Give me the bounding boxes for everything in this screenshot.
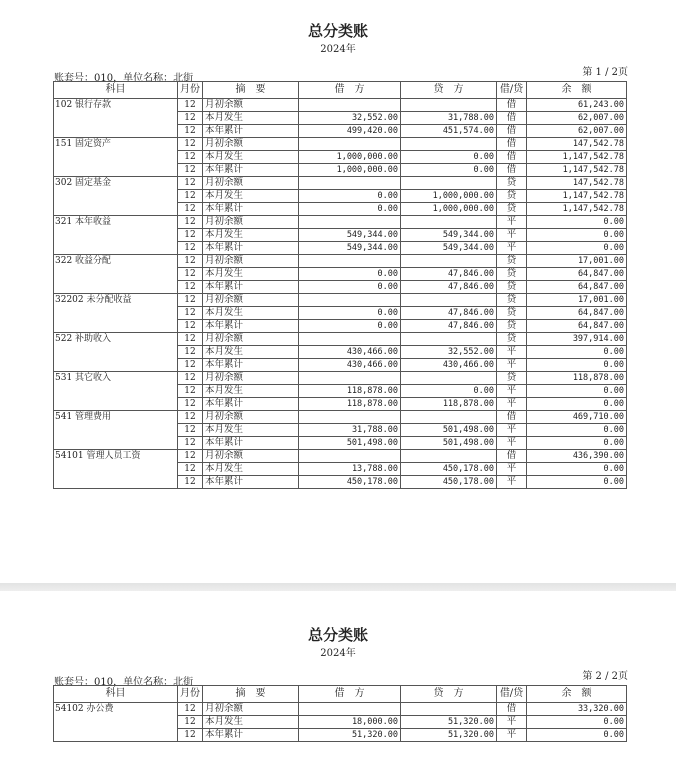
page-number: 第 2 / 2页: [582, 671, 628, 682]
balance-cell: 0.00: [527, 385, 627, 398]
direction-cell: 贷: [497, 255, 527, 268]
balance-cell: 64,847.00: [527, 268, 627, 281]
summary-cell: 月初余额: [203, 411, 299, 424]
direction-cell: 借: [497, 703, 527, 716]
direction-cell: 贷: [497, 203, 527, 216]
month-cell: 12: [178, 138, 203, 151]
page-year: 2024年: [320, 648, 356, 659]
balance-cell: 0.00: [527, 346, 627, 359]
balance-cell: 436,390.00: [527, 450, 627, 463]
credit-cell: [401, 216, 497, 229]
account-subject: 54102 办公费: [54, 703, 178, 742]
header-credit: 贷 方: [401, 82, 497, 99]
summary-cell: 本年累计: [203, 729, 299, 742]
month-cell: 12: [178, 125, 203, 138]
summary-cell: 本月发生: [203, 190, 299, 203]
debit-cell: 13,788.00: [299, 463, 401, 476]
table-row: [54, 294, 627, 307]
debit-cell: 0.00: [299, 268, 401, 281]
credit-cell: [401, 99, 497, 112]
summary-cell: 本月发生: [203, 716, 299, 729]
direction-cell: 借: [497, 112, 527, 125]
month-cell: 12: [178, 385, 203, 398]
balance-cell: 0.00: [527, 476, 627, 489]
debit-cell: 118,878.00: [299, 398, 401, 411]
direction-cell: 借: [497, 450, 527, 463]
summary-cell: 本月发生: [203, 424, 299, 437]
credit-cell: 51,320.00: [401, 716, 497, 729]
debit-cell: 0.00: [299, 203, 401, 216]
summary-cell: 月初余额: [203, 177, 299, 190]
balance-cell: 1,147,542.78: [527, 164, 627, 177]
header-month: 月份: [178, 686, 203, 703]
direction-cell: 平: [497, 359, 527, 372]
month-cell: 12: [178, 294, 203, 307]
month-cell: 12: [178, 703, 203, 716]
balance-cell: 147,542.78: [527, 138, 627, 151]
credit-cell: 450,178.00: [401, 476, 497, 489]
month-cell: 12: [178, 99, 203, 112]
debit-cell: 0.00: [299, 281, 401, 294]
month-cell: 12: [178, 229, 203, 242]
balance-cell: 0.00: [527, 424, 627, 437]
month-cell: 12: [178, 151, 203, 164]
month-cell: 12: [178, 281, 203, 294]
summary-cell: 本年累计: [203, 437, 299, 450]
month-cell: 12: [178, 411, 203, 424]
balance-cell: 469,710.00: [527, 411, 627, 424]
credit-cell: 451,574.00: [401, 125, 497, 138]
account-subject: 522 补助收入: [54, 333, 178, 372]
balance-cell: 1,147,542.78: [527, 203, 627, 216]
account-subject: 321 本年收益: [54, 216, 178, 255]
summary-cell: 月初余额: [203, 255, 299, 268]
month-cell: 12: [178, 255, 203, 268]
summary-cell: 本月发生: [203, 112, 299, 125]
summary-cell: 本年累计: [203, 242, 299, 255]
credit-cell: 51,320.00: [401, 729, 497, 742]
direction-cell: 贷: [497, 281, 527, 294]
direction-cell: 借: [497, 151, 527, 164]
balance-cell: 0.00: [527, 463, 627, 476]
debit-cell: [299, 411, 401, 424]
credit-cell: 501,498.00: [401, 424, 497, 437]
direction-cell: 贷: [497, 307, 527, 320]
summary-cell: 月初余额: [203, 99, 299, 112]
balance-cell: 0.00: [527, 729, 627, 742]
direction-cell: 贷: [497, 333, 527, 346]
table-row: [54, 177, 627, 190]
credit-cell: [401, 294, 497, 307]
credit-cell: 549,344.00: [401, 229, 497, 242]
credit-cell: 47,846.00: [401, 281, 497, 294]
credit-cell: 31,788.00: [401, 112, 497, 125]
header-balance: 余 额: [527, 82, 627, 99]
header-direction: 借/贷: [497, 82, 527, 99]
summary-cell: 本年累计: [203, 320, 299, 333]
table-row: [54, 99, 627, 112]
account-info: 账套号：010，单位名称：北街: [54, 677, 194, 688]
credit-cell: 450,178.00: [401, 463, 497, 476]
debit-cell: [299, 703, 401, 716]
credit-cell: [401, 333, 497, 346]
balance-cell: 61,243.00: [527, 99, 627, 112]
direction-cell: 借: [497, 138, 527, 151]
summary-cell: 本月发生: [203, 346, 299, 359]
direction-cell: 平: [497, 398, 527, 411]
table-row: [54, 138, 627, 151]
account-subject: 54101 管理人员工资: [54, 450, 178, 489]
balance-cell: 0.00: [527, 242, 627, 255]
account-subject: 151 固定资产: [54, 138, 178, 177]
balance-cell: 33,320.00: [527, 703, 627, 716]
balance-cell: 62,007.00: [527, 112, 627, 125]
summary-cell: 本年累计: [203, 476, 299, 489]
table-row: [54, 216, 627, 229]
direction-cell: 贷: [497, 294, 527, 307]
summary-cell: 本年累计: [203, 398, 299, 411]
direction-cell: 借: [497, 164, 527, 177]
debit-cell: 0.00: [299, 190, 401, 203]
month-cell: 12: [178, 164, 203, 177]
page-separator: [0, 583, 676, 591]
month-cell: 12: [178, 203, 203, 216]
debit-cell: [299, 372, 401, 385]
direction-cell: 借: [497, 125, 527, 138]
balance-cell: 1,147,542.78: [527, 151, 627, 164]
page-title: 总分类账: [307, 626, 368, 644]
credit-cell: [401, 255, 497, 268]
account-subject: 302 固定基金: [54, 177, 178, 216]
month-cell: 12: [178, 190, 203, 203]
month-cell: 12: [178, 450, 203, 463]
balance-cell: 64,847.00: [527, 320, 627, 333]
debit-cell: 0.00: [299, 320, 401, 333]
account-info: 账套号：010，单位名称：北街: [54, 73, 194, 84]
direction-cell: 平: [497, 216, 527, 229]
debit-cell: [299, 177, 401, 190]
credit-cell: 47,846.00: [401, 268, 497, 281]
debit-cell: 549,344.00: [299, 229, 401, 242]
account-subject: 541 管理费用: [54, 411, 178, 450]
summary-cell: 月初余额: [203, 216, 299, 229]
balance-cell: 118,878.00: [527, 372, 627, 385]
debit-cell: [299, 255, 401, 268]
summary-cell: 本年累计: [203, 125, 299, 138]
ledger-table: [53, 685, 627, 742]
header-direction: 借/贷: [497, 686, 527, 703]
summary-cell: 月初余额: [203, 333, 299, 346]
balance-cell: 397,914.00: [527, 333, 627, 346]
summary-cell: 本月发生: [203, 229, 299, 242]
table-header-row: [54, 686, 627, 703]
table-row: [54, 333, 627, 346]
direction-cell: 贷: [497, 268, 527, 281]
debit-cell: 430,466.00: [299, 346, 401, 359]
balance-cell: 1,147,542.78: [527, 190, 627, 203]
debit-cell: 1,000,000.00: [299, 164, 401, 177]
summary-cell: 本月发生: [203, 385, 299, 398]
credit-cell: 430,466.00: [401, 359, 497, 372]
credit-cell: [401, 177, 497, 190]
month-cell: 12: [178, 307, 203, 320]
account-subject: 32202 未分配收益: [54, 294, 178, 333]
balance-cell: 62,007.00: [527, 125, 627, 138]
table-row: [54, 372, 627, 385]
debit-cell: [299, 333, 401, 346]
table-row: [54, 450, 627, 463]
page-year: 2024年: [320, 44, 356, 55]
debit-cell: [299, 450, 401, 463]
debit-cell: 499,420.00: [299, 125, 401, 138]
header-subject: 科目: [54, 82, 178, 99]
summary-cell: 本月发生: [203, 151, 299, 164]
balance-cell: 0.00: [527, 229, 627, 242]
summary-cell: 本年累计: [203, 164, 299, 177]
summary-cell: 本年累计: [203, 203, 299, 216]
summary-cell: 月初余额: [203, 450, 299, 463]
credit-cell: [401, 411, 497, 424]
month-cell: 12: [178, 398, 203, 411]
credit-cell: [401, 138, 497, 151]
month-cell: 12: [178, 372, 203, 385]
balance-cell: 17,001.00: [527, 255, 627, 268]
balance-cell: 0.00: [527, 359, 627, 372]
table-header-row: [54, 82, 627, 99]
month-cell: 12: [178, 346, 203, 359]
summary-cell: 本年累计: [203, 281, 299, 294]
debit-cell: 18,000.00: [299, 716, 401, 729]
balance-cell: 147,542.78: [527, 177, 627, 190]
header-credit: 贷 方: [401, 686, 497, 703]
summary-cell: 本月发生: [203, 463, 299, 476]
header-subject: 科目: [54, 686, 178, 703]
summary-cell: 本月发生: [203, 268, 299, 281]
direction-cell: 平: [497, 346, 527, 359]
credit-cell: 0.00: [401, 164, 497, 177]
debit-cell: 32,552.00: [299, 112, 401, 125]
summary-cell: 月初余额: [203, 372, 299, 385]
balance-cell: 0.00: [527, 716, 627, 729]
direction-cell: 借: [497, 99, 527, 112]
debit-cell: [299, 294, 401, 307]
table-row: [54, 703, 627, 716]
balance-cell: 64,847.00: [527, 281, 627, 294]
month-cell: 12: [178, 112, 203, 125]
month-cell: 12: [178, 177, 203, 190]
header-debit: 借 方: [299, 82, 401, 99]
summary-cell: 本月发生: [203, 307, 299, 320]
month-cell: 12: [178, 359, 203, 372]
debit-cell: [299, 138, 401, 151]
header-balance: 余 额: [527, 686, 627, 703]
balance-cell: 0.00: [527, 398, 627, 411]
direction-cell: 贷: [497, 372, 527, 385]
direction-cell: 贷: [497, 190, 527, 203]
balance-cell: 0.00: [527, 216, 627, 229]
balance-cell: 0.00: [527, 437, 627, 450]
debit-cell: 31,788.00: [299, 424, 401, 437]
month-cell: 12: [178, 463, 203, 476]
direction-cell: 借: [497, 411, 527, 424]
credit-cell: 501,498.00: [401, 437, 497, 450]
credit-cell: [401, 450, 497, 463]
account-subject: 102 银行存款: [54, 99, 178, 138]
debit-cell: 450,178.00: [299, 476, 401, 489]
credit-cell: 1,000,000.00: [401, 190, 497, 203]
balance-cell: 17,001.00: [527, 294, 627, 307]
debit-cell: 118,878.00: [299, 385, 401, 398]
debit-cell: 1,000,000.00: [299, 151, 401, 164]
page-number: 第 1 / 2页: [582, 67, 628, 78]
direction-cell: 平: [497, 729, 527, 742]
debit-cell: 0.00: [299, 307, 401, 320]
month-cell: 12: [178, 333, 203, 346]
summary-cell: 本年累计: [203, 359, 299, 372]
month-cell: 12: [178, 320, 203, 333]
credit-cell: 32,552.00: [401, 346, 497, 359]
account-subject: 322 收益分配: [54, 255, 178, 294]
credit-cell: [401, 703, 497, 716]
direction-cell: 平: [497, 229, 527, 242]
debit-cell: 51,320.00: [299, 729, 401, 742]
month-cell: 12: [178, 437, 203, 450]
debit-cell: 430,466.00: [299, 359, 401, 372]
debit-cell: [299, 99, 401, 112]
direction-cell: 平: [497, 385, 527, 398]
credit-cell: 47,846.00: [401, 320, 497, 333]
month-cell: 12: [178, 268, 203, 281]
debit-cell: 501,498.00: [299, 437, 401, 450]
direction-cell: 平: [497, 463, 527, 476]
header-month: 月份: [178, 82, 203, 99]
credit-cell: 549,344.00: [401, 242, 497, 255]
debit-cell: [299, 216, 401, 229]
month-cell: 12: [178, 476, 203, 489]
header-summary: 摘 要: [203, 686, 299, 703]
direction-cell: 贷: [497, 320, 527, 333]
month-cell: 12: [178, 216, 203, 229]
header-debit: 借 方: [299, 686, 401, 703]
credit-cell: 1,000,000.00: [401, 203, 497, 216]
ledger-page-2: [0, 591, 676, 780]
table-row: [54, 411, 627, 424]
credit-cell: 47,846.00: [401, 307, 497, 320]
header-summary: 摘 要: [203, 82, 299, 99]
summary-cell: 月初余额: [203, 703, 299, 716]
month-cell: 12: [178, 729, 203, 742]
direction-cell: 平: [497, 716, 527, 729]
month-cell: 12: [178, 716, 203, 729]
ledger-table: [53, 81, 627, 489]
direction-cell: 平: [497, 476, 527, 489]
month-cell: 12: [178, 424, 203, 437]
credit-cell: 118,878.00: [401, 398, 497, 411]
direction-cell: 平: [497, 424, 527, 437]
direction-cell: 贷: [497, 177, 527, 190]
table-row: [54, 255, 627, 268]
page-title: 总分类账: [307, 22, 368, 40]
balance-cell: 64,847.00: [527, 307, 627, 320]
account-subject: 531 其它收入: [54, 372, 178, 411]
month-cell: 12: [178, 242, 203, 255]
credit-cell: 0.00: [401, 151, 497, 164]
credit-cell: [401, 372, 497, 385]
direction-cell: 平: [497, 242, 527, 255]
summary-cell: 月初余额: [203, 138, 299, 151]
summary-cell: 月初余额: [203, 294, 299, 307]
direction-cell: 平: [497, 437, 527, 450]
credit-cell: 0.00: [401, 385, 497, 398]
debit-cell: 549,344.00: [299, 242, 401, 255]
